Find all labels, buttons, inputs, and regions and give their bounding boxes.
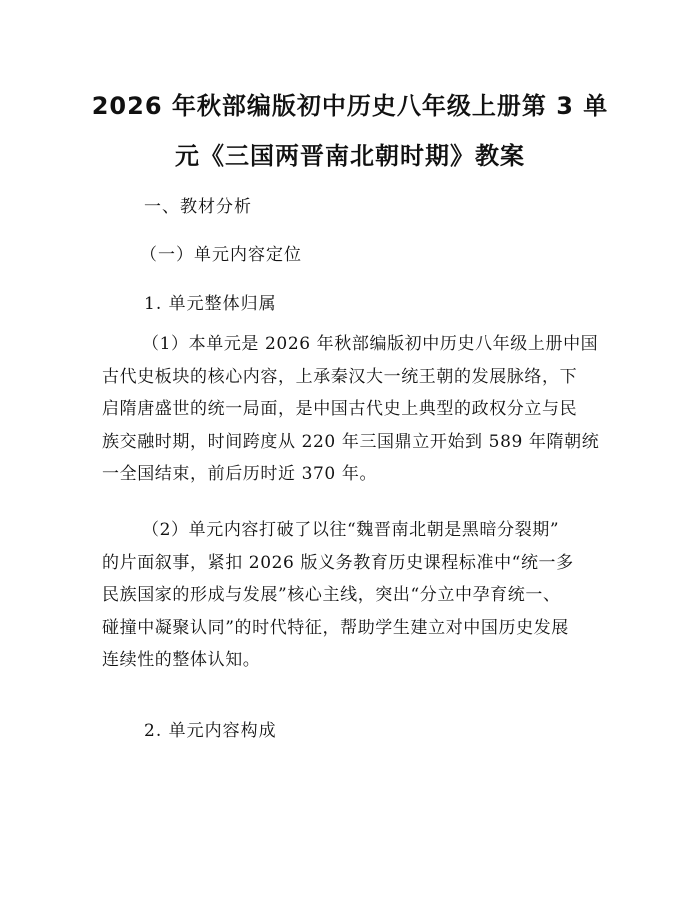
paragraph-line: 启隋唐盛世的统一局面，是中国古代史上典型的政权分立与民 xyxy=(102,399,578,419)
document-title-line-2: 元《三国两晋南北朝时期》教案 xyxy=(175,142,525,170)
section-heading-textbook-analysis: 一、教材分析 xyxy=(144,197,252,217)
paragraph-line: 民族国家的形成与发展”核心主线，突出“分立中孕育统一、 xyxy=(102,585,561,605)
subsection-heading-unit-positioning: （一）单元内容定位 xyxy=(140,245,302,265)
paragraph-line: 连续性的整体认知。 xyxy=(102,650,261,670)
paragraph-line: 碰撞中凝聚认同”的时代特征，帮助学生建立对中国历史发展 xyxy=(102,617,569,638)
item-heading-unit-overall: 1. 单元整体归属 xyxy=(144,294,277,314)
paragraph-unit-overview xyxy=(102,328,602,491)
paragraph-line: （2）单元内容打破了以往“魏晋南北朝是黑暗分裂期” xyxy=(142,520,560,540)
paragraph-line: （1）本单元是 2026 年秋部编版初中历史八年级上册中国 xyxy=(142,334,599,354)
paragraph-unit-perspective xyxy=(102,514,602,677)
paragraph-line: 一全国结束，前后历时近 370 年。 xyxy=(102,464,378,484)
paragraph-line: 族交融时期，时间跨度从 220 年三国鼎立开始到 589 年隋朝统 xyxy=(102,431,600,452)
document-title-line-1: 2026 年秋部编版初中历史八年级上册第 3 单 xyxy=(91,92,609,120)
item-heading-unit-composition: 2. 单元内容构成 xyxy=(144,721,277,741)
paragraph-line: 的片面叙事，紧扣 2026 版义务教育历史课程标准中“统一多 xyxy=(102,552,574,573)
paragraph-line: 古代史板块的核心内容，上承秦汉大一统王朝的发展脉络，下 xyxy=(102,366,578,387)
